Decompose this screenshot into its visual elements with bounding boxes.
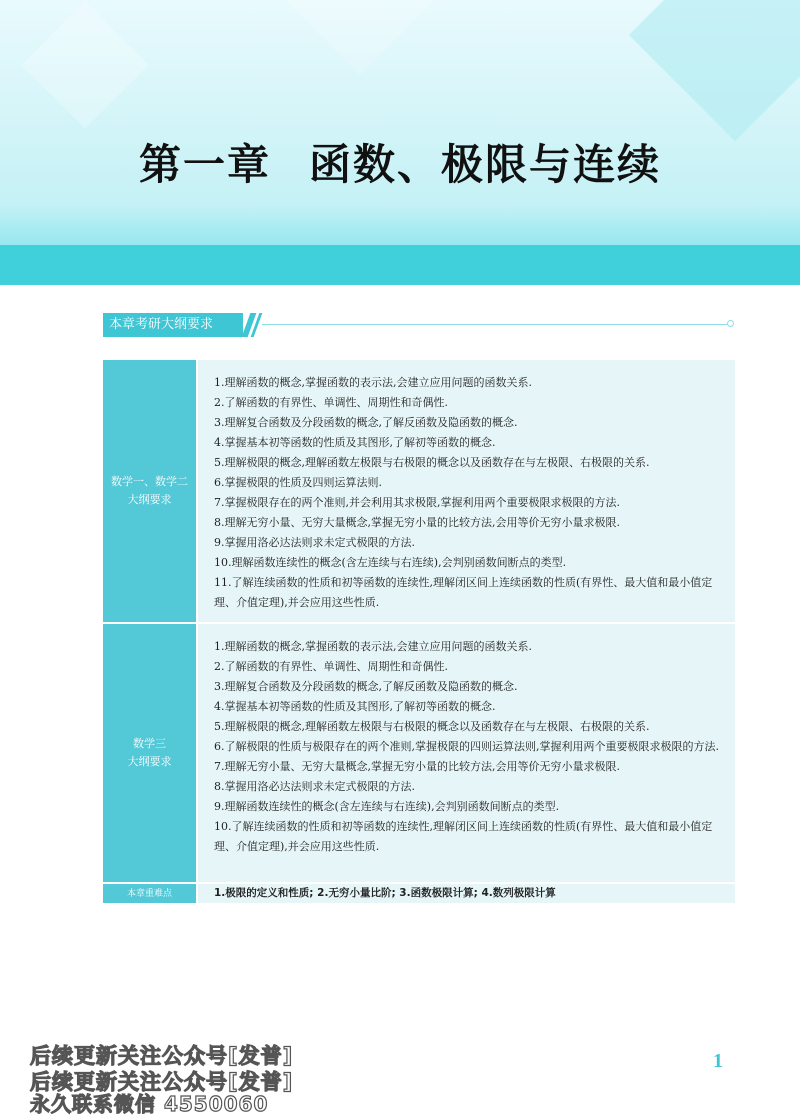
decorative-diamond xyxy=(275,0,445,75)
syllabus-table xyxy=(103,360,735,903)
decorative-diamond xyxy=(21,1,148,128)
syllabus-item: 5.理解极限的概念,理解函数左极限与右极限的概念以及函数存在与左极限、右极限的关系. xyxy=(214,720,650,733)
syllabus-row-math12 xyxy=(103,360,735,622)
key-points-label: 本章重难点 xyxy=(103,884,196,903)
row-label-line: 数学一、数学二 xyxy=(111,475,188,488)
row-label xyxy=(103,360,196,622)
syllabus-item: 1.理解函数的概念,掌握函数的表示法,会建立应用问题的函数关系. xyxy=(214,376,532,389)
row-label xyxy=(103,624,196,882)
row-content xyxy=(198,624,735,882)
syllabus-item: 3.理解复合函数及分段函数的概念,了解反函数及隐函数的概念. xyxy=(214,680,518,693)
chapter-title xyxy=(0,132,800,192)
syllabus-row-math3 xyxy=(103,624,735,882)
chapter-number: 第一章 xyxy=(138,140,271,189)
syllabus-item: 6.了解极限的性质与极限存在的两个准则,掌握极限的四则运算法则,掌握利用两个重要极限求极限的方法. xyxy=(214,740,719,753)
syllabus-item: 8.理解无穷小量、无穷大量概念,掌握无穷小量的比较方法,会用等价无穷小量求极限. xyxy=(214,516,620,529)
footer-note: 后续更新关注公众号[发普] xyxy=(30,1044,294,1068)
banner-stripe xyxy=(0,245,800,285)
page-number: 1 xyxy=(713,1050,723,1072)
key-points-row xyxy=(103,884,735,903)
syllabus-item: 4.掌握基本初等函数的性质及其图形,了解初等函数的概念. xyxy=(214,436,496,449)
row-content xyxy=(198,360,735,622)
syllabus-item: 10.了解连续函数的性质和初等函数的连续性,理解闭区间上连续函数的性质(有界性、最大值和最小值定理、介值定理),并会应用这些性质. xyxy=(214,820,713,853)
key-points-text: 1.极限的定义和性质; 2.无穷小量比阶; 3.函数极限计算; 4.数列极限计算 xyxy=(198,884,735,903)
syllabus-item: 5.理解极限的概念,理解函数左极限与右极限的概念以及函数存在与左极限、右极限的关系. xyxy=(214,456,650,469)
section-rule xyxy=(262,324,727,325)
syllabus-item: 3.理解复合函数及分段函数的概念,了解反函数及隐函数的概念. xyxy=(214,416,518,429)
decorative-diamond xyxy=(629,0,800,141)
chapter-name: 函数、极限与连续 xyxy=(309,140,662,189)
syllabus-item: 2.了解函数的有界性、单调性、周期性和奇偶性. xyxy=(214,660,448,673)
banner-stripe-highlight xyxy=(0,205,800,245)
row-label-line: 大纲要求 xyxy=(127,755,172,768)
row-label-line: 数学三 xyxy=(133,737,166,750)
section-title: 本章考研大纲要求 xyxy=(103,313,243,337)
syllabus-item: 10.理解函数连续性的概念(含左连续与右连续),会判别函数间断点的类型. xyxy=(214,556,567,569)
syllabus-item: 9.理解函数连续性的概念(含左连续与右连续),会判别函数间断点的类型. xyxy=(214,800,560,813)
syllabus-item: 7.理解无穷小量、无穷大量概念,掌握无穷小量的比较方法,会用等价无穷小量求极限. xyxy=(214,760,620,773)
footer-note: 后续更新关注公众号[发普] xyxy=(30,1070,294,1094)
syllabus-item: 4.掌握基本初等函数的性质及其图形,了解初等函数的概念. xyxy=(214,700,496,713)
syllabus-item: 8.掌握用洛必达法则求未定式极限的方法. xyxy=(214,780,415,793)
row-label-line: 大纲要求 xyxy=(127,493,172,506)
section-rule-end-dot xyxy=(727,320,734,327)
syllabus-item: 2.了解函数的有界性、单调性、周期性和奇偶性. xyxy=(214,396,448,409)
syllabus-item: 7.掌握极限存在的两个准则,并会利用其求极限,掌握利用两个重要极限求极限的方法. xyxy=(214,496,620,509)
footer-note: 永久联系微信 4550060 xyxy=(30,1092,269,1116)
syllabus-item: 11.了解连续函数的性质和初等函数的连续性,理解闭区间上连续函数的性质(有界性、最大值和最小值定理、介值定理),并会应用这些性质. xyxy=(214,576,713,609)
syllabus-item: 1.理解函数的概念,掌握函数的表示法,会建立应用问题的函数关系. xyxy=(214,640,532,653)
syllabus-item: 6.掌握极限的性质及四则运算法则. xyxy=(214,476,382,489)
syllabus-item: 9.掌握用洛必达法则求未定式极限的方法. xyxy=(214,536,415,549)
